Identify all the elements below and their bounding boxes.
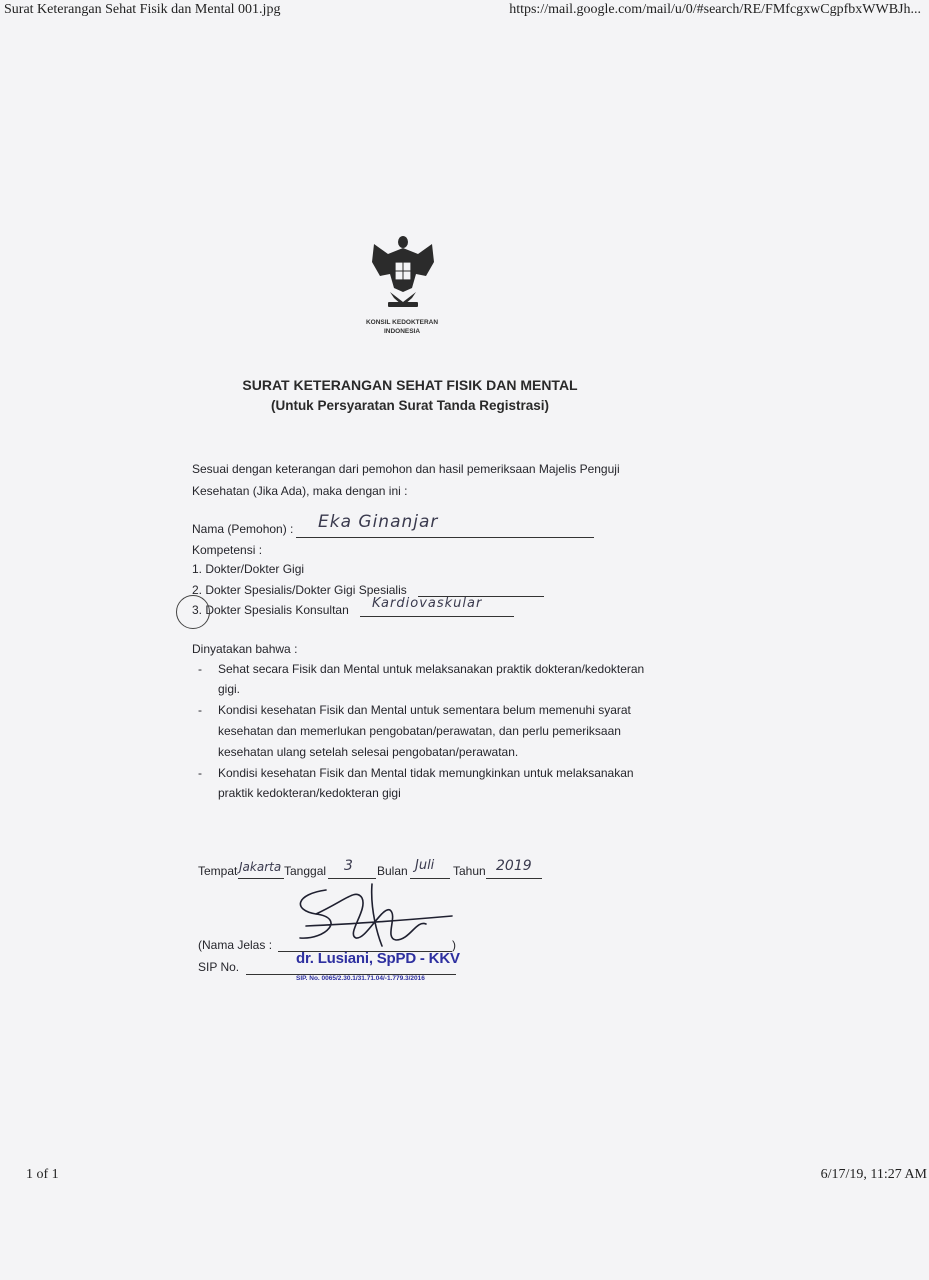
sip-label: SIP No.: [198, 960, 240, 974]
statement-2-line-3: kesehatan ulang setelah selesai pengobatan/perawatan.: [218, 745, 519, 759]
org-name: [340, 318, 464, 336]
document-subtitle: (Untuk Persyaratan Surat Tanda Registrasi): [270, 398, 550, 413]
statement-label: Dinyatakan bahwa :: [192, 642, 298, 656]
tanggal-label: Tanggal: [284, 864, 327, 878]
bullet-1: -: [198, 662, 202, 676]
statement-2-line-1: Kondisi kesehatan Fisik dan Mental untuk sementara belum memenuhi syarat: [218, 703, 631, 717]
doctor-stamp-sip: SIP. No. 0065/2.30.1/31.71.04/-1.779.3/2016: [296, 975, 425, 982]
nama-jelas-label: (Nama Jelas :: [198, 938, 273, 952]
doctor-stamp-name: dr. Lusiani, SpPD - KKV: [296, 950, 460, 967]
tempat-underline: [238, 878, 284, 879]
bulan-label: Bulan: [377, 864, 408, 878]
tanggal-underline: [328, 878, 376, 879]
nama-value: Eka Ginanjar: [318, 512, 439, 532]
print-footer-datetime: 6/17/19, 11:27 AM: [820, 1167, 927, 1182]
intro-line-2: Kesehatan (Jika Ada), maka dengan ini :: [192, 484, 408, 498]
kompetensi-option-3: 3. Dokter Spesialis Konsultan: [192, 603, 349, 617]
statement-1-line-2: gigi.: [218, 682, 241, 696]
garuda-emblem-icon: [370, 232, 436, 310]
org-line-2: INDONESIA: [383, 328, 421, 335]
nama-jelas-close: ): [452, 938, 456, 952]
print-header-title: Surat Keterangan Sehat Fisik dan Mental 001.jpg: [4, 2, 281, 17]
nama-underline: [296, 537, 594, 538]
bulan-underline: [410, 878, 450, 879]
kompetensi-option-1: 1. Dokter/Dokter Gigi: [192, 562, 305, 576]
statement-3-line-2: praktik kedokteran/kedokteran gigi: [218, 786, 401, 800]
print-footer-page: 1 of 1: [26, 1167, 59, 1182]
nama-label: Nama (Pemohon) :: [192, 522, 294, 536]
statement-3-line-1: Kondisi kesehatan Fisik dan Mental tidak memungkinkan untuk melaksanakan: [218, 766, 634, 780]
intro-line-1: Sesuai dengan keterangan dari pemohon dan hasil pemeriksaan Majelis Penguji: [192, 462, 620, 476]
bullet-3: -: [198, 766, 202, 780]
tempat-label: Tempat: [198, 864, 238, 878]
selected-option-circle: [176, 595, 210, 629]
tempat-value: Jakarta: [239, 860, 282, 874]
tahun-underline: [486, 878, 542, 879]
tanggal-value: 3: [344, 858, 353, 874]
statement-2-line-2: kesehatan dan memerlukan pengobatan/perawatan, dan perlu pemeriksaan: [218, 724, 621, 738]
konsultan-value: Kardiovaskular: [372, 596, 483, 611]
handwritten-signature: [286, 880, 456, 950]
kompetensi-label: Kompetensi :: [192, 543, 263, 557]
tahun-value: 2019: [496, 858, 532, 874]
bulan-value: Juli: [415, 858, 435, 873]
statement-1-line-1: Sehat secara Fisik dan Mental untuk melaksanakan praktik dokteran/kedokteran: [218, 662, 645, 676]
org-line-1: KONSIL KEDOKTERAN: [365, 319, 439, 326]
konsultan-underline: [360, 616, 514, 617]
document-title: SURAT KETERANGAN SEHAT FISIK DAN MENTAL: [242, 377, 578, 393]
tahun-label: Tahun: [453, 864, 486, 878]
bullet-2: -: [198, 703, 202, 717]
print-header-url: https://mail.google.com/mail/u/0/#search/RE/FMfcgxwCgpfbxWWBJh...: [509, 2, 921, 17]
kompetensi-option-2: 2. Dokter Spesialis/Dokter Gigi Spesialis: [192, 583, 407, 597]
